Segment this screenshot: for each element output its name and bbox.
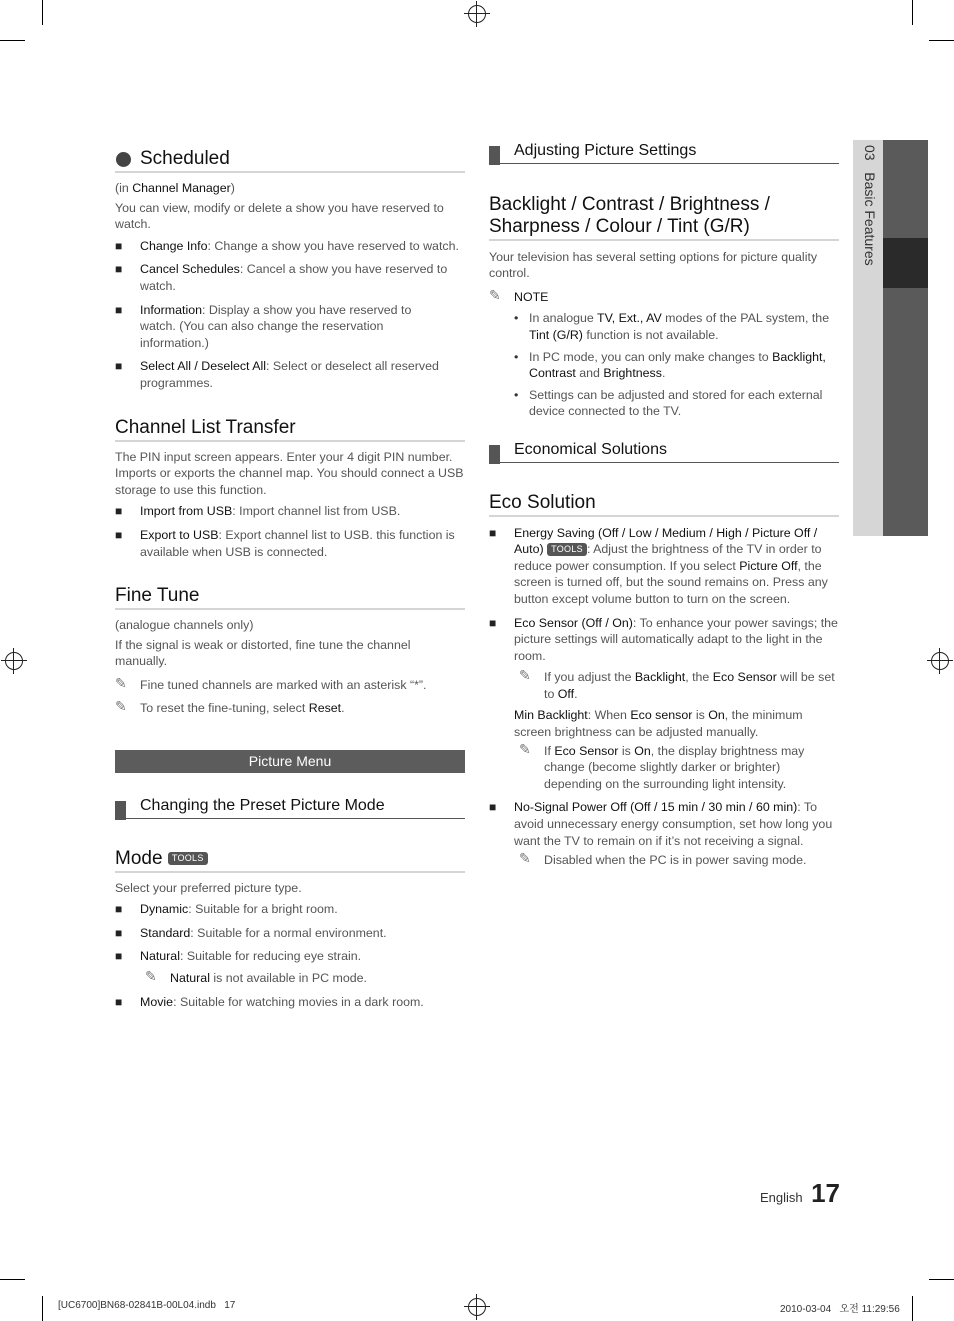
tools-icon: TOOLS <box>547 543 587 556</box>
list-item: ■ Movie: Suitable for watching movies in a dark room. <box>115 994 424 1009</box>
pencil-note-icon: ✎ <box>115 674 127 691</box>
channel-list-transfer-heading: Channel List Transfer <box>115 417 465 442</box>
channel-list-transfer-intro: The PIN input screen appears. Enter your 4 digit PIN number. Imports or exports the channel map. You should connect a USB storage to use this function. <box>115 449 464 497</box>
pencil-note-icon: ✎ <box>519 740 531 757</box>
list-item: • Settings can be adjusted and stored for each external device connected to the TV. <box>514 387 823 419</box>
list-item: ■ Natural: Suitable for reducing eye strain. <box>115 949 362 964</box>
preset-mode-heading: Changing the Preset Picture Mode <box>115 795 465 819</box>
chapter-label <box>858 145 878 266</box>
registration-mark-icon <box>468 1298 486 1316</box>
list-item: ■ Dynamic: Suitable for a bright room. <box>115 902 338 917</box>
list-item: ■ No-Signal Power Off (Off / 15 min / 30 min / 60 min): To avoid unnecessary energy consumption, set how long you want the TV to remain on if it’s not receiving a signal. <box>489 800 833 848</box>
registration-mark-icon <box>468 5 486 23</box>
pencil-note-icon: ✎ <box>115 698 127 715</box>
mode-intro: Select your preferred picture type. <box>115 880 302 895</box>
crop-mark <box>0 40 25 41</box>
list-item: ■ Eco Sensor (Off / On): To enhance your power savings; the picture settings will automatically adapt to the light in the room. <box>489 615 838 663</box>
crop-mark <box>42 1296 43 1321</box>
page-number: 17 <box>811 1178 840 1208</box>
footer-language: English <box>759 1190 803 1205</box>
note: ✎ If you adjust the Backlight, the Eco Sensor will be set to Off. <box>519 667 835 701</box>
note: ✎ To reset the fine-tuning, select Reset. <box>115 698 345 716</box>
list-item: ■ Import from USB: Import channel list from USB. <box>115 504 401 519</box>
crop-mark <box>912 0 913 25</box>
note: ✎ Fine tuned channels are marked with an asterisk “*”. <box>115 674 427 692</box>
note: ✎ If Eco Sensor is On, the display brightness may change (become slightly darker or brighter) depending on the surrounding light intensity. <box>519 740 805 791</box>
note: ✎ Natural is not available in PC mode. <box>145 968 367 986</box>
picture-menu-banner: Picture Menu <box>115 750 465 773</box>
crop-mark <box>912 1296 913 1321</box>
list-item: ■ Information: Display a show you have reserved to watch. (You can also change the reservation information.) <box>115 302 412 350</box>
crop-mark <box>929 40 954 41</box>
chapter-tab-dark <box>883 140 928 536</box>
list-item: ■ Change Info: Change a show you have reserved to watch. <box>115 238 459 253</box>
list-item: ■ Standard: Suitable for a normal environment. <box>115 925 387 940</box>
chapter-title: Basic Features <box>862 172 878 266</box>
backlight-heading: Backlight / Contrast / Brightness / Sharpness / Colour / Tint (G/R) <box>489 194 839 241</box>
clock-icon <box>116 152 131 167</box>
scheduled-intro: You can view, modify or delete a show you have reserved to watch. <box>115 200 444 232</box>
pencil-note-icon: ✎ <box>519 850 531 867</box>
note-heading: ✎ NOTE <box>489 286 549 304</box>
page-footer <box>700 1178 840 1209</box>
list-item: • In analogue TV, Ext., AV modes of the PAL system, the Tint (G/R) function is not available. <box>514 311 830 342</box>
registration-mark-icon <box>5 652 23 670</box>
chapter-tab-marker <box>883 238 928 288</box>
list-item: ■ Export to USB: Export channel list to USB. this function is available when USB is connected. <box>115 527 455 559</box>
list-item: ■ Energy Saving (Off / Low / Medium / High / Picture Off / Auto) TOOLS : Adjust the brightness of the TV in order to reduce power consumption. If you select Picture Off, the screen is turned off, but the sound remains on. Press any button except volume button to turn on the screen. <box>489 525 828 606</box>
crop-mark <box>42 0 43 25</box>
chapter-number: 03 <box>862 145 878 161</box>
right-column <box>489 140 839 869</box>
list-item: ■ Select All / Deselect All: Select or deselect all reserved programmes. <box>115 359 439 390</box>
scheduled-heading: Scheduled <box>115 148 465 173</box>
min-backlight: Min Backlight: When Eco sensor is On, the minimum screen brightness can be adjusted manually. <box>514 708 803 740</box>
list-item: ■ Cancel Schedules: Cancel a show you have reserved to watch. <box>115 262 448 293</box>
crop-mark <box>0 1279 25 1280</box>
scheduled-location: (in Channel Manager) <box>115 181 235 195</box>
pencil-note-icon: ✎ <box>519 667 531 684</box>
print-date: 2010-03-04 오전 11:29:56 <box>780 1304 900 1315</box>
economical-heading: Economical Solutions <box>489 439 839 463</box>
fine-tune-heading: Fine Tune <box>115 585 465 610</box>
note: ✎ Disabled when the PC is in power saving mode. <box>519 850 807 868</box>
tools-icon: TOOLS <box>168 852 208 865</box>
print-file-name: [UC6700]BN68-02841B-00L04.indb 17 <box>58 1300 236 1311</box>
fine-tune-sub: (analogue channels only) <box>115 618 254 633</box>
list-item: • In PC mode, you can only make changes to Backlight, Contrast and Brightness. <box>514 349 826 381</box>
eco-heading: Eco Solution <box>489 492 839 517</box>
adjusting-heading: Adjusting Picture Settings <box>489 140 839 164</box>
mode-heading: Mode TOOLS <box>115 848 465 873</box>
backlight-intro: Your television has several setting options for picture quality control. <box>489 249 818 281</box>
pencil-note-icon: ✎ <box>489 286 501 303</box>
pencil-note-icon: ✎ <box>145 968 157 985</box>
fine-tune-intro: If the signal is weak or distorted, fine tune the channel manually. <box>115 637 411 669</box>
crop-mark <box>929 1279 954 1280</box>
left-column <box>115 148 465 1010</box>
registration-mark-icon <box>931 652 949 670</box>
